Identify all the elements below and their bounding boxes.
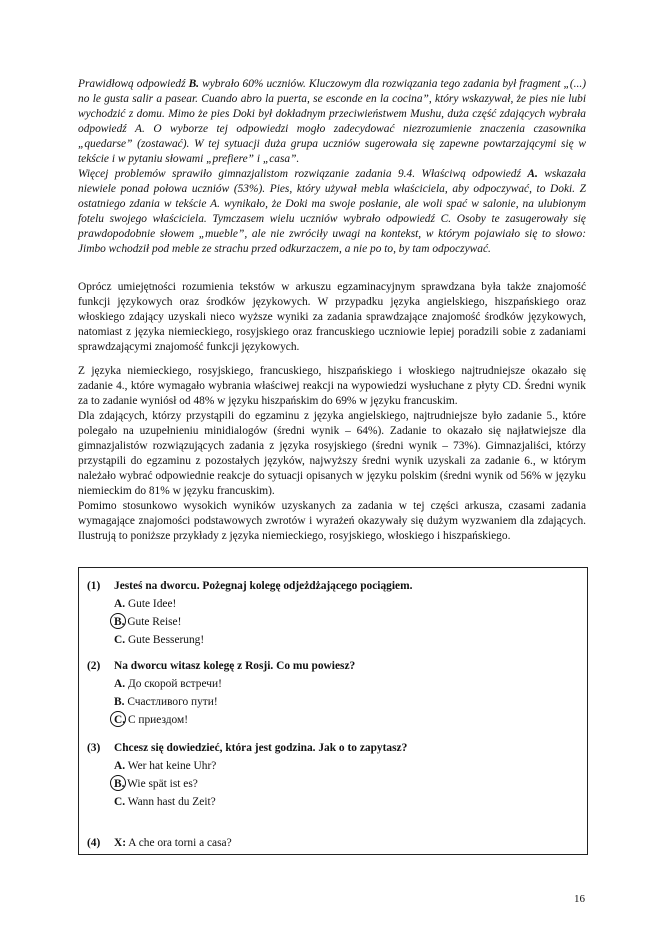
option-1c [114,633,204,648]
results-paragraph-1: Z języka niemieckiego, rosyjskiego, francuskiego, hiszpańskiego i włoskiego najtrudniejsze okazało się zadanie 4., które wymagało wybrania właściwej reakcji na wypowiedzi wysłuchane z płyty CD. Średni wynik za to zadanie wyniósł od 48% w języku hiszpańskim do 69% w języku francuskim. [78,365,586,407]
option-text: Wann hast du Zeit? [127,796,216,808]
results-paragraph-3: Pomimo stosunkowo wysokich wyników uzyskanych za zadania w tej części arkusza, czasami zadania wymagające znajomości podstawowych zwrotów i wyrażeń okazywały się dużym wyzwaniem dla zdających. Ilustrują to poniższe przykłady z języka niemieckiego, rosyjskiego, włoskiego i hiszpańskiego. [78,500,586,542]
examples-box [78,567,588,855]
page-number: 16 [574,893,585,905]
option-letter: A. [114,598,126,610]
question-text: Jesteś na dworcu. Pożegnaj kolegę odjeżdżającego pociągiem. [114,580,413,592]
option-3b [114,777,198,792]
option-2c [114,713,188,728]
speaker-label: X: [114,837,127,849]
answer-circle-mark [110,613,126,629]
text-run: wskazała niewiele ponad połowa uczniów (53%). Pies, który używał mebla właściciela, aby odpoczywać, to Doki. Z ostatniego zdania w tekście A. wynikało, że Doki ma swoje posłanie, ale woli spać w salonie, na ulubionym fotelu swojego właściciela. Tymczasem wielu uczniów wybrało odpowiedź C. Osoby te zasugerowały się prawdopodobnie słowem „mueble”, ale nie zwróciły uwagi na kontekst, w którym pojawiało się to słowo: Jimbo wchodził pod meble ze strachu przed odkurzaczem, a nie po to, by tam odpoczywać. [78,168,586,255]
option-1a [114,597,176,612]
option-letter: B. [114,778,125,790]
option-text: Счастливого пути! [127,696,218,708]
option-letter: C. [114,634,126,646]
answer-circle-mark [110,775,126,791]
paragraph-task-results [78,364,586,544]
text-run: wybrało 60% uczniów. Kluczowym dla rozwiązania tego zadania był fragment „(...) no le gusta salir a pasear. Cuando abro la puerta, se esconde en la cocina”, który wskazywał, że pies nie lubi wychodzić z domu. Mimo że pies Doki był dokładnym przeciwieństwem Mushu, duża część zdających wybrała odpowiedź A. O wyborze tej odpowiedzi mogło zadecydować niezrozumienie znaczenia czasownika „quedarse” (zostawać). W tej sytuacji duża grupa uczniów sugerowała się zapewne powtarzającymi się w tekście i w pytaniu słowami „prefiere” i „casa”. [78,78,586,165]
option-text: Gute Idee! [127,598,177,610]
answer-letter: B. [188,78,200,90]
option-letter: A. [114,678,126,690]
question-number: (1) [87,580,101,592]
question-text: Na dworcu witasz kolegę z Rosji. Co mu powiesz? [114,660,356,672]
question-text: A che ora torni a casa? [128,837,232,849]
option-text: Wie spät ist es? [127,778,198,790]
results-paragraph-2: Dla zdających, którzy przystąpili do egzaminu z języka angielskiego, najtrudniejsze było zadanie 5., które polegało na uzupełnieniu minidialogów (średni wynik – 64%). Zadanie to okazało się najłatwiejsze dla gimnazjalistów rozwiązujących zadania z języka rosyjskiego (średni wynik – 73%). Gimnazjaliści, którzy przystąpili do egzaminu z pozostałych języków, najwyższy średni wynik uzyskali za zadanie 6., w którym należało wybrać odpowiednie reakcje do sytuacji opisanych w języku polskim (średni wynik od 56% w języku niemieckim do 81% w języku francuskim). [78,410,586,497]
paragraph-language-functions: Oprócz umiejętności rozumienia tekstów w arkuszu egzaminacyjnym sprawdzana była także znajomość funkcji językowych oraz środków językowych. W przypadku języka angielskiego, hiszpańskiego oraz włoskiego zdający uzyskali nieco wyższe wyniki za zadania sprawdzające znajomość środków językowych, natomiast z języka niemieckiego, rosyjskiego oraz francuskiego uczniowie lepiej poradzili sobie z zadaniami sprawdzającymi znajomość funkcji językowych. [78,281,586,353]
question-number: (4) [87,837,101,849]
option-letter: B. [114,696,125,708]
option-3a [114,759,216,774]
answer-circle-mark [110,711,126,727]
option-2a [114,677,222,692]
commentary-paragraph-2 [78,167,586,257]
question-text: Chcesz się dowiedzieć, która jest godzina. Jak o to zapytasz? [114,742,408,754]
answer-letter: A. [527,168,538,180]
option-text: С приездом! [127,714,189,726]
option-text: Wer hat keine Uhr? [127,760,217,772]
question-number: (2) [87,660,101,672]
option-letter: A. [114,760,126,772]
option-text: Gute Besserung! [127,634,205,646]
option-letter: C. [114,796,126,808]
question-number: (3) [87,742,101,754]
option-3c [114,795,216,810]
option-2b [114,695,218,710]
commentary-paragraph-1 [78,77,586,167]
question-4-line [114,836,232,851]
text-run: Więcej problemów sprawiło gimnazjalistom rozwiązanie zadania 9.4. Właściwą odpowiedź [78,168,528,180]
option-text: До скорой встречи! [127,678,222,690]
option-1b [114,615,181,630]
option-text: Gute Reise! [127,616,182,628]
italic-commentary [78,77,586,257]
text-run: Prawidłową odpowiedź [78,78,189,90]
option-letter: C. [114,714,126,726]
option-letter: B. [114,616,125,628]
